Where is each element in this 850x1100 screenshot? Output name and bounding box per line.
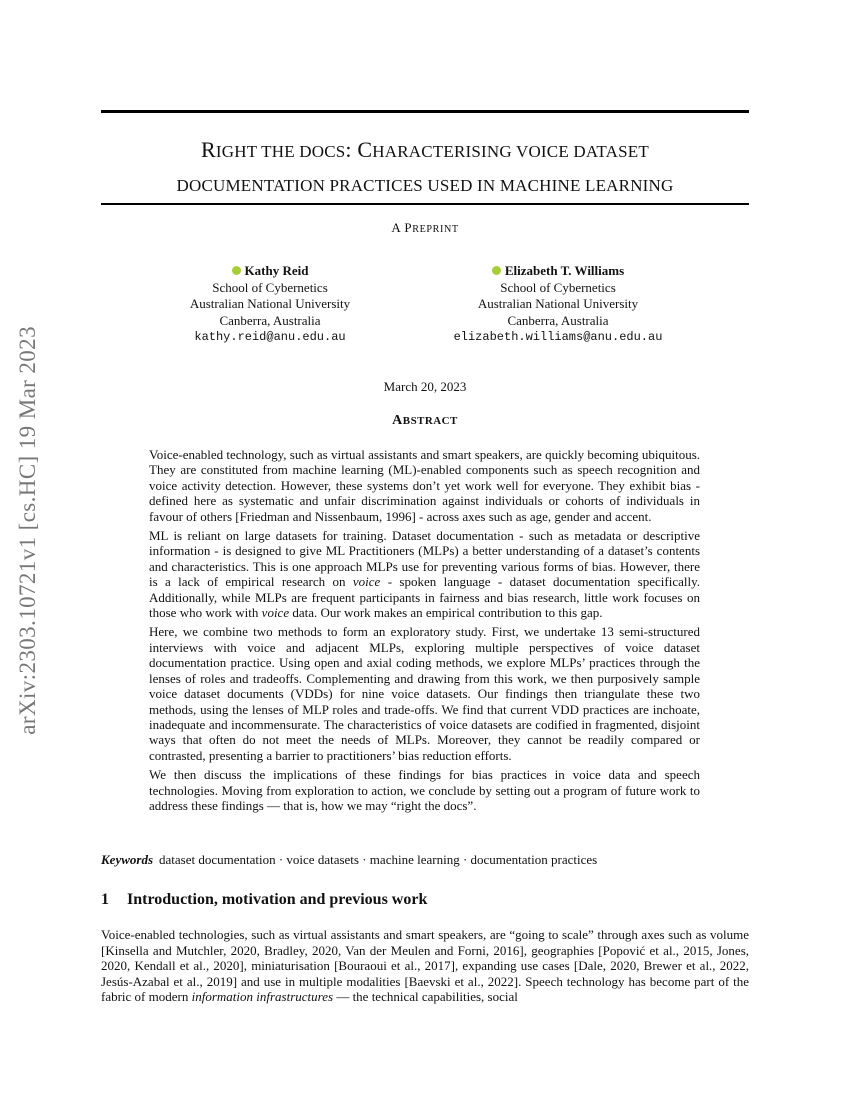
arxiv-sidebar	[3, 290, 53, 770]
author-dept: School of Cybernetics	[212, 279, 328, 295]
paper-date: March 20, 2023	[383, 379, 467, 394]
author-institution: Australian National University	[477, 296, 639, 311]
author-name: Elizabeth T. Williams	[504, 263, 625, 278]
text-run: REPRINT	[412, 224, 459, 235]
text-run: A P	[391, 220, 413, 235]
abstract-paragraph	[149, 767, 700, 813]
text-run: - spoken language - dataset documentation specifically. Additionally, while MLPs are frequent participants in fairness and bias research, little work focuses on those who work with	[149, 574, 700, 621]
keywords	[101, 852, 749, 868]
text-run: We then discuss the implications of these findings for bias practices in voice data and speech technologies. Moving from exploration to action, we conclude by setting out a program of future work to address these findings — that is, how we may “right the docs”.	[149, 767, 700, 813]
author-block-1	[170, 263, 370, 346]
text-run: Voice-enabled technologies, such as virtual assistants and smart speakers, are “going to scale” through axes such as volume [Kinsella and Mutchler, 2020, Bradley, 2020, Van der Meulen and Forni, 2016], geographies [Popović et al., 2015, Jones, 2020, Kendall et al., 2020], miniaturisation [Bouraoui et al., 2017], expanding use cases [Dale, 2020, Brewer et al., 2022, Jesús-Azabal et al., 2019] and use in multiple modalities [Baevski et al., 2022]. Speech technology has become part of the fabric of modern	[101, 927, 749, 1005]
text-run: Voice-enabled technology, such as virtual assistants and smart speakers, are quickly becoming ubiquitous. They are constituted from machine learning (ML)-enabled components such as speech recognition and voice activity detection. However, these systems don’t yet work well for everyone. They exhibit bias - defined here as systematic and unfair discrimination against individuals or cohorts of individuals in favour of others [Friedman and Nissenbaum, 1996] - across axes such as age, gender and accent.	[149, 447, 700, 524]
text-run: ML is reliant on large datasets for training. Dataset documentation - such as metadata or descriptive information - is designed to give ML Practitioners (MLPs) a better understanding of a dataset’s contents and characteristics. This is one approach MLPs use for preventing various forms of bias. However, there is a lack of empirical research on	[149, 528, 700, 590]
orcid-icon[interactable]	[492, 266, 501, 275]
title-rule-bottom	[101, 203, 749, 205]
text-run: HARACTERISING VOICE DATASET	[372, 142, 649, 161]
author-dept: School of Cybernetics	[500, 279, 616, 295]
text-run: A	[392, 413, 403, 428]
abstract-paragraph	[149, 528, 700, 620]
text-run: voice	[352, 574, 381, 590]
text-run: : C	[345, 137, 373, 162]
author-email[interactable]: elizabeth.williams@anu.edu.au	[453, 330, 663, 344]
section-heading	[101, 891, 427, 909]
text-run: R	[201, 137, 216, 162]
text-run: data. Our work makes an empirical contribution to this gap.	[289, 605, 603, 621]
section-title: Introduction, motivation and previous work	[127, 891, 428, 908]
paper-title	[101, 134, 749, 202]
preprint-label	[0, 220, 850, 236]
text-run: DOCUMENTATION PRACTICES USED IN MACHINE LEARNING	[176, 176, 674, 195]
author-location: Canberra, Australia	[219, 312, 321, 328]
author-name: Kathy Reid	[244, 263, 309, 278]
text-run: voice	[261, 605, 290, 621]
author-email[interactable]: kathy.reid@anu.edu.au	[194, 330, 346, 344]
text-run: IGHT THE DOCS	[215, 142, 346, 161]
keywords-text: dataset documentation · voice datasets · machine learning · documentation practices	[159, 852, 598, 867]
abstract-paragraph	[149, 447, 700, 524]
text-run: — the technical capabilities, social	[333, 989, 518, 1005]
title-line-2	[101, 168, 749, 202]
arxiv-id: arXiv:2303.10721v1 [cs.HC] 19 Mar 2023	[15, 325, 40, 735]
section-number: 1	[101, 891, 109, 908]
abstract-heading	[0, 413, 850, 429]
intro-paragraph	[101, 927, 749, 1005]
author-block-2	[433, 263, 683, 346]
title-line-1	[101, 134, 749, 168]
title-rule-top	[101, 110, 749, 113]
abstract-paragraph	[149, 624, 700, 763]
orcid-icon[interactable]	[232, 266, 241, 275]
author-institution: Australian National University	[189, 296, 351, 311]
text-run: information infrastructures	[191, 989, 334, 1005]
text-run: Here, we combine two methods to form an exploratory study. First, we undertake 13 semi-structured interviews with voice and adjacent MLPs, exploring multiple perspectives of voice dataset documentation practice. Using open and axial coding methods, we explore MLPs’ practices through the lenses of roles and tradeoffs. Complementing and drawing from this work, we then purposively sample voice dataset documents (VDDs) for nine voice datasets. Our findings then triangulate these two methods, using the lenses of MLP roles and trade-offs. We find that current VDD practices are inchoate, inadequate and incommensurate. The characteristics of voice datasets are codified in fragmented, disjoint ways that often do not meet the needs of MLPs. Moreover, they cannot be readily compared or contrasted, presenting a barrier to practitioners’ bias reduction efforts.	[149, 624, 700, 763]
abstract	[149, 447, 700, 817]
keywords-label: Keywords	[101, 852, 153, 867]
author-location: Canberra, Australia	[507, 312, 609, 328]
text-run: BSTRACT	[402, 415, 458, 427]
